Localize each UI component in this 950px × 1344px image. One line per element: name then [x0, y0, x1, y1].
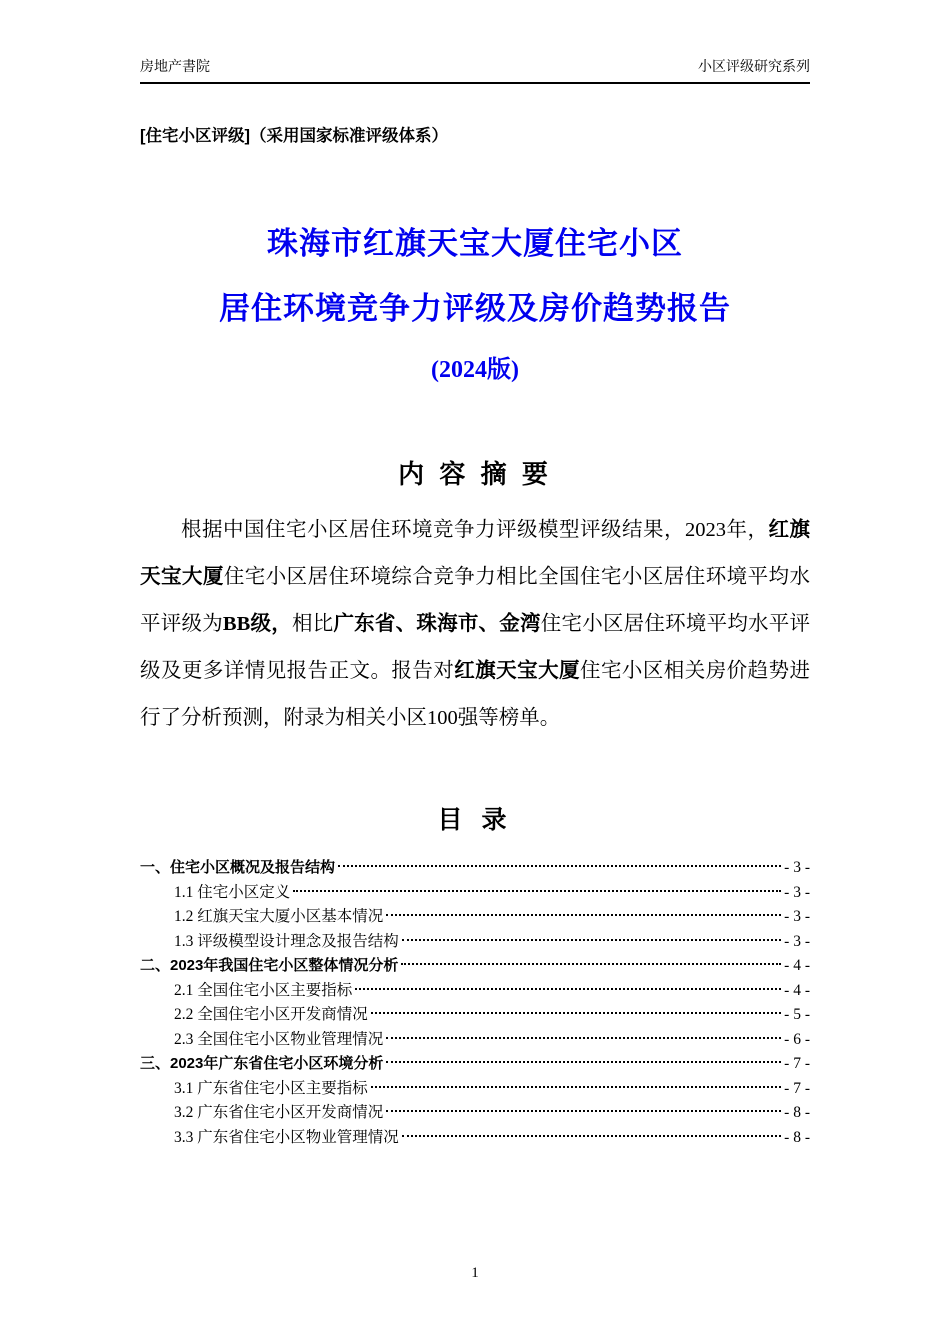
toc-item-label: 2.2 全国住宅小区开发商情况: [174, 1006, 368, 1023]
abstract-segment: 红旗天宝大厦: [454, 660, 580, 682]
toc-item[interactable]: [140, 856, 810, 881]
toc-item-label: 2.3 全国住宅小区物业管理情况: [174, 1030, 384, 1048]
toc-item[interactable]: [140, 1028, 810, 1053]
toc-item-label: 3.1 广东省住宅小区主要指标: [174, 1079, 368, 1097]
toc-dot-leader: [386, 1110, 781, 1112]
toc-item-page: - 8 -: [784, 1128, 810, 1146]
toc-item[interactable]: [140, 930, 810, 955]
page-number: 1: [471, 1265, 479, 1281]
running-header: [140, 56, 810, 84]
toc-item[interactable]: [140, 1101, 810, 1126]
toc-item[interactable]: [140, 1077, 810, 1102]
toc-dot-leader: [386, 1061, 781, 1063]
toc-item-label: 1.1 住宅小区定义: [174, 883, 291, 901]
toc-dot-leader: [371, 1086, 781, 1088]
toc-dot-leader: [402, 939, 781, 941]
abstract-segment: 住宅小区相关房价趋势进行了分析预测，附录为相关小区100强等榜单。: [140, 660, 811, 729]
abstract-segment: 相比: [291, 613, 334, 635]
toc-dot-leader: [293, 890, 781, 892]
toc-dot-leader: [386, 914, 781, 916]
toc-dot-leader: [402, 1135, 781, 1137]
report-type-label: [住宅小区评级]（采用国家标准评级体系）: [140, 127, 448, 145]
toc-item-page: - 4 -: [784, 981, 810, 999]
toc-item-page: - 3 -: [784, 883, 810, 901]
abstract-segment: 住宅小区居住环境平均水平评级及更多详情见报告正文。报告对: [140, 613, 811, 682]
toc-dot-leader: [355, 988, 781, 990]
toc-item-label: 3.2 广东省住宅小区开发商情况: [174, 1104, 384, 1121]
toc-item[interactable]: [140, 1052, 810, 1077]
abstract-segment: 住宅小区居住环境综合竞争力相比全国住宅小区居住环境平均水平评级为: [140, 566, 811, 635]
toc-item[interactable]: [140, 1003, 810, 1028]
toc-item-page: - 8 -: [784, 1104, 810, 1121]
toc-item-label: 1.2 红旗天宝大厦小区基本情况: [174, 908, 384, 925]
abstract-heading: 内 容 摘 要: [398, 459, 552, 489]
abstract-segment: 根据中国住宅小区居住环境竞争力评级模型评级结果，2023年，: [181, 519, 769, 541]
title-block: [140, 228, 810, 382]
toc-item-label: 2.1 全国住宅小区主要指标: [174, 981, 353, 999]
toc-item-label: 二、2023年我国住宅小区整体情况分析: [140, 957, 399, 974]
toc-heading: 目 录: [437, 806, 513, 834]
header-left-text: 房地产書院: [140, 60, 210, 75]
toc-item-label: 3.3 广东省住宅小区物业管理情况: [174, 1128, 399, 1146]
toc-dot-leader: [371, 1012, 781, 1014]
toc-item-page: - 3 -: [784, 908, 810, 925]
toc-item-page: - 7 -: [784, 1079, 810, 1097]
toc-dot-leader: [386, 1037, 781, 1039]
header-right-text: 小区评级研究系列: [698, 60, 810, 75]
toc-item-page: - 5 -: [784, 1006, 810, 1023]
toc-item[interactable]: [140, 881, 810, 906]
table-of-contents: [140, 856, 810, 1150]
toc-item-page: - 3 -: [784, 932, 810, 950]
abstract-segment: 红旗天宝大厦: [140, 519, 810, 588]
toc-item-label: 一、住宅小区概况及报告结构: [140, 859, 336, 876]
abstract-paragraph: [140, 507, 810, 742]
abstract-segment: 广东省、珠海市、金湾: [333, 613, 541, 635]
abstract-segment: BB级，: [222, 613, 292, 635]
toc-item[interactable]: [140, 979, 810, 1004]
toc-item-page: - 3 -: [784, 859, 810, 876]
report-title-line2: 居住环境竞争力评级及房价趋势报告: [219, 291, 731, 326]
toc-item[interactable]: [140, 1126, 810, 1151]
toc-dot-leader: [338, 865, 781, 867]
toc-item-label: 1.3 评级模型设计理念及报告结构: [174, 932, 399, 950]
report-edition: (2024版): [431, 357, 519, 383]
toc-item-page: - 6 -: [784, 1030, 810, 1048]
report-title-line1: 珠海市红旗天宝大厦住宅小区: [267, 226, 683, 261]
toc-dot-leader: [401, 963, 781, 965]
toc-item[interactable]: [140, 905, 810, 930]
toc-item-label: 三、2023年广东省住宅小区环境分析: [140, 1055, 384, 1072]
toc-item-page: - 4 -: [784, 957, 810, 974]
toc-item[interactable]: [140, 954, 810, 979]
toc-item-page: - 7 -: [784, 1055, 810, 1072]
